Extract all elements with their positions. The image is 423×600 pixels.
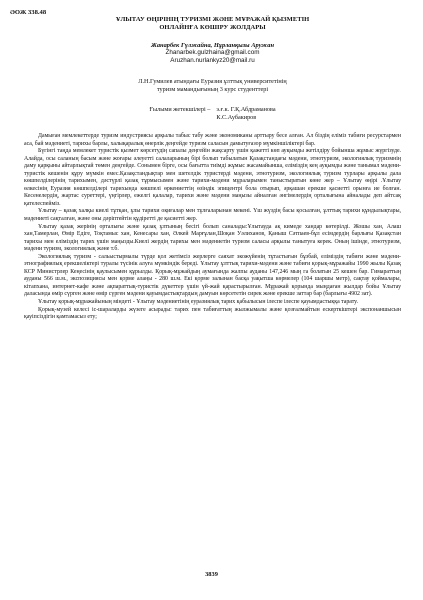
supervisors — [24, 106, 401, 122]
paragraph-7: Қорық-музей келесі іс-шараларды жүзеге асырады: тарих пен табиғаттың жылжымалы және қозғалмайтын ескерткіштері экспонаншысын қауіпсіздігін қамтамасыз ету; — [24, 306, 401, 321]
supervisors-label: Ғылыми жетекшілері – — [149, 106, 211, 114]
paragraph-5: Экологиялық туризм - сальыстырмалы түрде қол жетімсіз жерлерге саяхат экожүйенің тұтастығын бұзбай, еліміздің табиғи және мәдени-этнографиялық ерекшеліктері туралы түсінік алуға мүмкіндік береді. Ұлытау ұлттық тарихи-мәдени және табиғи қорық-мұражайы 1990 жылы Қазақ КСР Министрлер Кеңесінің қаулысымен құрылды. Қорық-мұжайдың аумағында жалпы ауданы 147,246 мың га болатын 25 кешен бар. Гимараттың ауданы 566 ш.м., экспозициясы мен қорме алаңы - 280 ш.м. Екі қорме залынан басқа уақытша көрмелер (104 шаршы метр), сақтау қоймалары, кітапхана, интернет-кафе және ақпараттық-туристік дүкеттер үшін үй-жай қарастырылған. Мұражай қорында мыңдаған жылдар бойы Ұлытау даласында өмір сүрген және өмір сүрген мәдени қауымдастықтардың дамуын көрсететін сирек және ерекше заттар бар (барлығы 4902 зат). — [24, 253, 401, 298]
paragraph-1: Дамыған мемлекеттерде туризм индустриясы арқылы табыс табу және экономиканы арттыру бесе алған. Ал біздің еліміз табиғи ресурстармен аса, бай мәдениеті, тарихы барлы, халықаралық өнерлік деңгейде туризм саласын дамытуғазор мүмкіншіліктері бар. — [24, 133, 401, 147]
article-body — [24, 133, 401, 322]
author-email-2: Aruzhan.nurlankyz20@mail.ru — [170, 57, 255, 64]
udc-code: ӘОЖ 338.48 — [10, 9, 47, 16]
supervisor-1: э.ғ.к. Г.Қ.Абдраманова — [216, 106, 276, 114]
title-line-2: ОНЛАЙНҒА КӨШІРУ ЖОЛДАРЫ — [159, 24, 266, 32]
paragraph-2: Бүгінгі таңда мемлекет туристік қызмет көрсетудің сапалы деңгейін жақсарту үшін қажетті көп ауқымды жетілдіру бойынша жұмыс жүргізуде. Алайда, осы саланың басым және жоғары әлеуетті салаларының бірі болып табылатын Қазақстандағы мәдени, этнотуризм, экологиялық туризмнің даму қарқыны айтарлықтай төмен деңгейде. Сонымен бірге, осы бағытта тиімді жұмыс жасамайынша, еліміздің кең ауқымды және танымал мәдени-туристік кешенін құру мүмкін емес.Қазақстандықтар мен шетелдік туристерді мәдени, этнотуризм, экологиялық туризм турлары арқылы дала көшпелділерінің тарихымен, дәстүрлі қазақ тұрмысымен және тарихи-мәдени мұраларымен таныстыратын көне жер – Ұлытау өңірі .Ұлытау өлкесінің Еуразия көшпелділері тарихында көшпелі өркениеттің өзіндік эпицентрі бола отырып, әрқашан ерекше қасиетті орынға ие болған. Кесенелердің, жартас суреттері, үңгірлер, ежелгі қалалар, тарихи және мәдени маңызы айналған әнгімелердің орталығына айналады деп айтсақ қателеспейміз. — [24, 148, 401, 207]
page-number: 3839 — [205, 571, 218, 578]
affiliation-line-1: Л.Н.Гумилев атындағы Еуразия ұлттық университетінің — [138, 77, 287, 85]
supervisor-2: К.С.Аубакиров — [216, 114, 257, 122]
paragraph-6: Ұлытау қорық-мұражайының міндеті - Ұлытау мәдениетінің еуразиялық тарих қабылысын ілеспе ілеспе қауымдастыққа тарату. — [38, 299, 358, 306]
supervisors-names — [216, 106, 275, 122]
title-line-1: ҰЛЫТАУ ӨҢІРІНІҢ ТУРИЗМІ ЖӘНЕ МҰРАЖАЙ ҚЫЗМЕТІН — [115, 16, 310, 23]
article-title — [24, 16, 401, 32]
author-names: Жанарбек Гүлжайна, Нұрланқызы Аружан — [150, 42, 275, 50]
paragraph-3: Ұлытау – қазақ халқы киелі тұтқан, ұлы тарихи оқиғалар мен тұлғаларынан мекені. Үш жүздің басы қосылған, ұлттық тарихи құндылықтары, мәдениеті сақталған, және оны дәріптейтін құдіретті де қасиетті жер. — [24, 208, 401, 223]
affiliation — [24, 78, 401, 94]
affiliation-line-2: туризм мамандығының 3 курс студенттері — [156, 85, 269, 93]
author-email-1: Zhanarbek.gulzhaina@gmail.com — [165, 49, 260, 57]
paragraph-4: Ұлытау қазақ жерінің орталығы және қазақ ұлтының бесігі болып саналады:Ұлытауда ақ кимеде хандар көтерілді. Жошы хан, Алаш хан,Тамерлан, Өмір Едіге, Тоқтамыс хан, Кенесары хан, Әлкей Марғұлан,Шоқан Уәлиханов, Қаныш Сәтпаев-бұл есімдердің барлығы Қазақстан тарихы мен еліміздің тарих үшін маңызды.Киелі жердің тарихы мен мәдениетін туризм саласы арқылы танытуға керек. Оның ішінде, этнотуризм, мәдени туризм, экологиялық және т.б. — [24, 223, 401, 253]
